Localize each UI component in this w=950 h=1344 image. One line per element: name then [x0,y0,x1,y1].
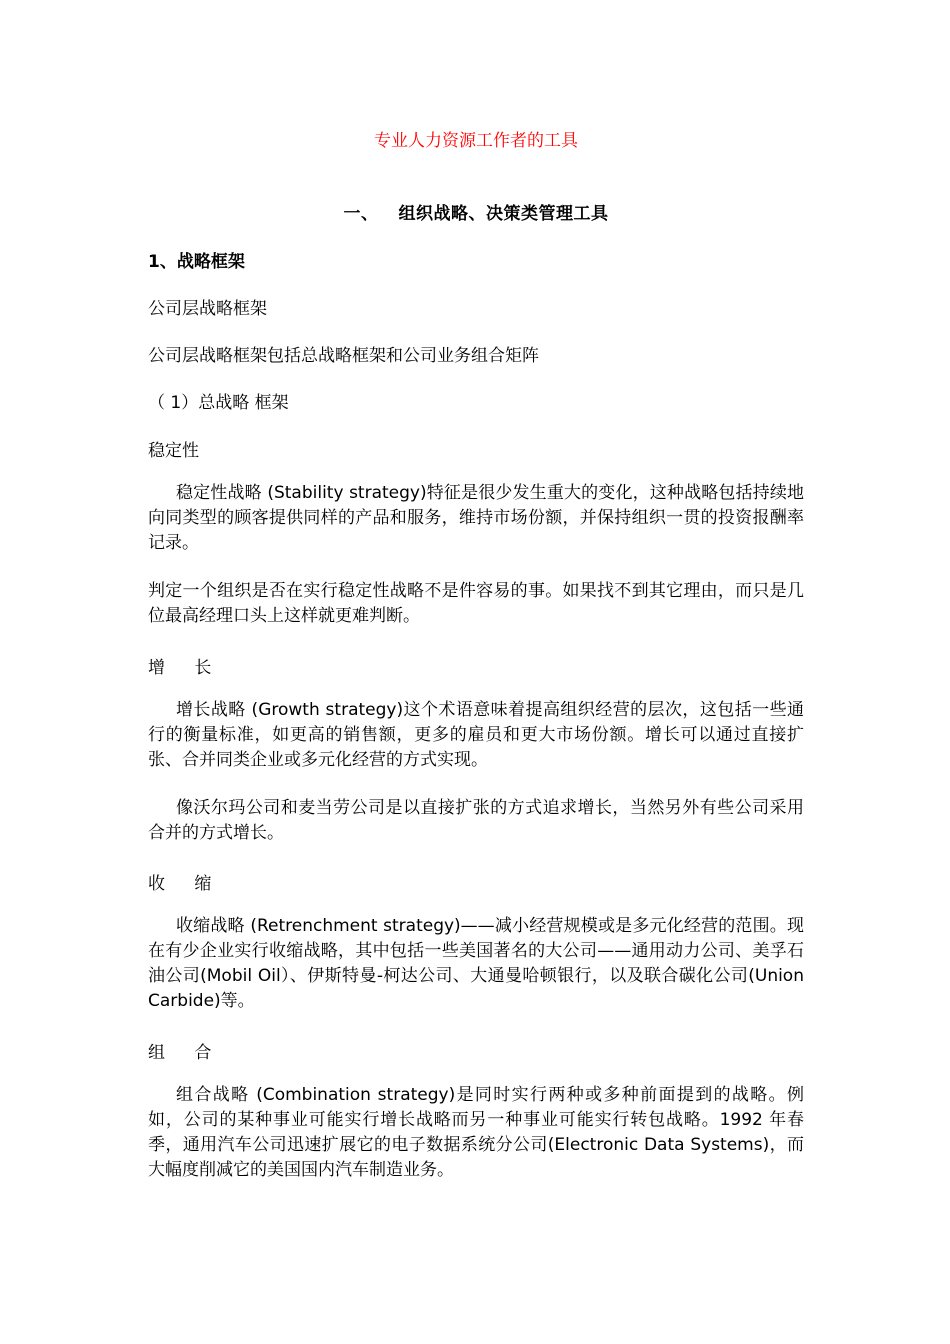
document-title: 专业人力资源工作者的工具 [374,131,578,151]
subsection-heading: 1、战略框架 [148,252,245,272]
section-number: 一、 [343,204,379,224]
section-heading [148,199,804,224]
growth-paragraph-1: 增长战略 (Growth strategy)这个术语意味着提高组织经营的层次，这包括一些通行的衡量标准，如更高的销售额，更多的雇员和更大市场份额。增长可以通过直接扩张、合并同类企业或多元化经营的方式实现。 [148,700,804,770]
item-heading: （ 1）总战略 框架 [148,393,289,413]
stability-paragraph-1: 稳定性战略 (Stability strategy)特征是很少发生重大的变化，这种战略包括持续地向同类型的顾客提供同样的产品和服务，维持市场份额，并保持组织一贯的投资报酬率记录。 [148,483,804,553]
corporate-heading: 公司层战略框架 [148,299,267,319]
combination-paragraph-1: 组合战略 (Combination strategy)是同时实行两种或多种前面提到的战略。例如，公司的某种事业可能实行增长战略而另一种事业可能实行转包战略。1992 年春季，通用汽车公司迅速扩展它的电子数据系统分公司(Electronic Data Systems)，而大幅度削减它的美国国内汽车制造业务。 [148,1085,804,1180]
retrenchment-heading: 收 缩 [148,874,224,894]
combination-heading: 组 合 [148,1043,224,1063]
section-title: 组织战略、决策类管理工具 [398,204,609,224]
stability-heading: 稳定性 [148,441,199,461]
growth-paragraph-2: 像沃尔玛公司和麦当劳公司是以直接扩张的方式追求增长，当然另外有些公司采用合并的方式增长。 [148,798,804,843]
stability-paragraph-2: 判定一个组织是否在实行稳定性战略不是件容易的事。如果找不到其它理由，而只是几位最高经理口头上这样就更难判断。 [148,581,804,626]
retrenchment-paragraph-1: 收缩战略 (Retrenchment strategy)——减小经营规模或是多元化经营的范围。现在有少企业实行收缩战略，其中包括一些美国著名的大公司——通用动力公司、美孚石油公司(Mobil Oil）、伊斯特曼-柯达公司、大通曼哈顿银行，以及联合碳化公司(Union Carbide)等。 [148,916,804,1011]
corporate-intro: 公司层战略框架包括总战略框架和公司业务组合矩阵 [148,346,539,366]
growth-heading: 增 长 [148,658,224,678]
